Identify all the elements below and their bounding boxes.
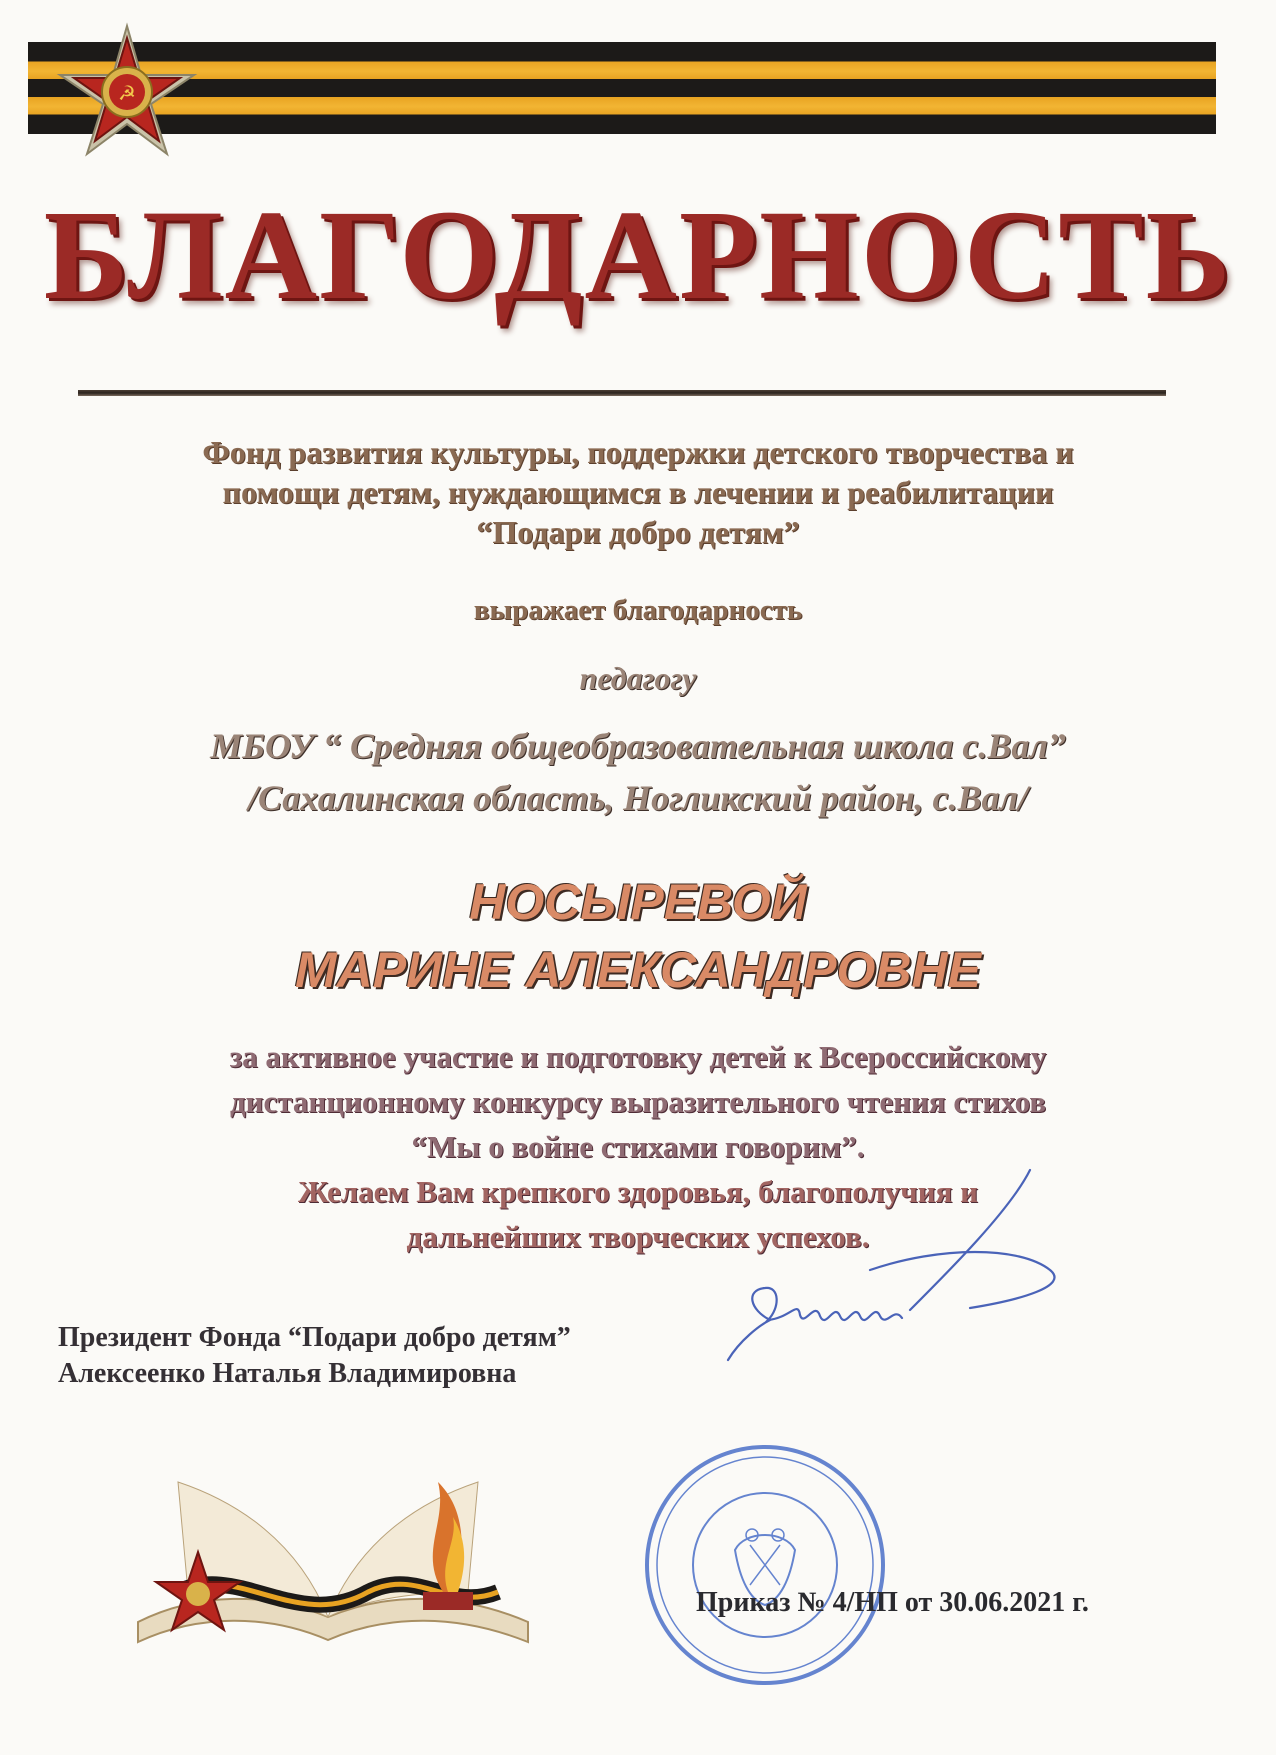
recipient-name [0,868,1276,1004]
svg-text:☭: ☭ [118,81,136,105]
st-george-ribbon [28,42,1216,134]
fund-line: Фонд развития культуры, поддержки детского творчества и [202,434,1074,470]
wish-line: Желаем Вам крепкого здоровья, благополучия и [297,1174,979,1209]
fund-name [0,432,1276,552]
title-divider [78,390,1166,396]
school-name [0,720,1276,824]
expresses-gratitude: выражает благодарность [473,594,803,626]
order-reference: Приказ № 4/НП от 30.06.2021 г. [696,1587,1089,1618]
recipient-surname: НОСЫРЕВОЙ [469,874,807,930]
handwritten-signature [720,1150,1080,1370]
school-line: МБОУ “ Средняя общеобразовательная школа с.Вал” [210,726,1066,766]
reason-line: “Мы о войне стихами говорим”. [411,1129,865,1164]
school-location: /Сахалинская область, Ногликский район, с.Вал/ [247,778,1029,818]
award-reason [0,1034,1276,1259]
reason-line: дистанционному конкурсу выразительного чтения стихов [229,1084,1047,1119]
recipient-role: педагогу [579,660,697,696]
organization-seal [640,1440,890,1690]
reason-line: за активное участие и подготовку детей к Всероссийскому [229,1039,1047,1074]
recipient-given-names: МАРИНЕ АЛЕКСАНДРОВНЕ [295,942,981,998]
signer-name: Алексеенко Наталья Владимировна [58,1358,517,1389]
certificate-title: БЛАГОДАРНОСТЬ [43,184,1233,326]
fund-line: помощи детям, нуждающимся в лечении и реабилитации [222,474,1054,510]
open-book-with-eternal-flame-icon [118,1442,548,1662]
order-of-patriotic-war-icon [52,20,202,170]
wish-line: дальнейших творческих успехов. [406,1219,870,1254]
fund-line: “Подари добро детям” [476,514,800,550]
signer-title: Президент Фонда “Подари добро детям” [58,1322,571,1353]
signer-block [58,1320,571,1392]
